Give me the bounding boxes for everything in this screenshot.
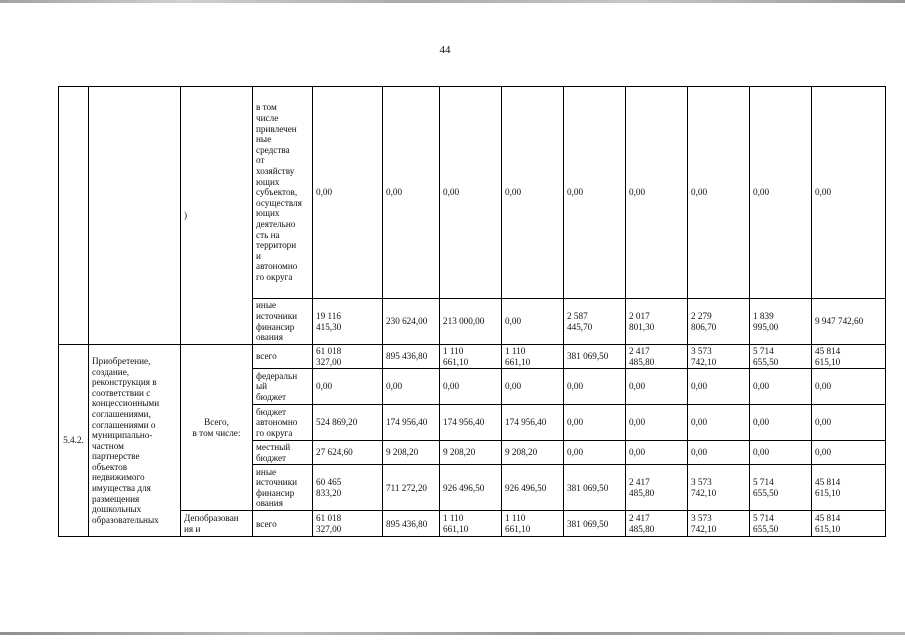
responsible-label-line: Депобразован	[184, 513, 239, 524]
table-row	[59, 87, 886, 299]
value-cell-line: 895 436,80	[386, 518, 428, 529]
value-cell-line: 3 573	[691, 513, 712, 524]
value-cell-line: 485,80	[629, 356, 655, 367]
value-cell-line: 60 465	[316, 477, 342, 488]
section-title-line: соответствии с	[92, 387, 151, 398]
value-cell: 0,00	[688, 87, 750, 299]
value-cell-line: 5 714	[753, 513, 774, 524]
value-cell: 0,00	[812, 87, 886, 299]
value-cell	[313, 299, 383, 345]
value-cell	[313, 345, 383, 369]
value-cell-line: 0,00	[443, 381, 460, 392]
value-cell-line: 0,00	[691, 417, 708, 428]
value-cell-line: 0,00	[386, 381, 403, 392]
value-cell-line: 174 956,40	[386, 417, 428, 428]
value-cell	[313, 405, 383, 441]
source-label-line: сть на	[256, 229, 280, 240]
value-cell	[812, 441, 886, 465]
value-cell-line: 926 496,50	[443, 482, 485, 493]
value-cell	[688, 465, 750, 511]
value-cell-line: 327,00	[316, 356, 342, 367]
value-cell-line: 445,70	[567, 321, 593, 332]
value-cell: 0,00	[564, 87, 626, 299]
value-cell-line: 0,00	[629, 447, 646, 458]
value-cell	[750, 511, 812, 537]
cell-num-empty	[59, 87, 89, 345]
source-label-line: деятельно	[256, 218, 296, 229]
value-cell-line: 0,00	[815, 417, 832, 428]
value-cell	[383, 369, 440, 405]
section-title-line: соглашениями о	[92, 419, 156, 430]
value-cell-line: 3 573	[691, 346, 712, 356]
value-cell-line: 485,80	[629, 487, 655, 498]
value-cell-line: 1 110	[505, 346, 526, 356]
value-cell-line: 61 018	[316, 513, 342, 524]
value-cell-line: 27 624,60	[316, 447, 353, 458]
source-label-line: ования	[256, 332, 283, 343]
value-cell-line: 1 110	[443, 513, 464, 524]
source-label-line: бюджет	[256, 406, 287, 417]
value-cell-line: 615,10	[815, 523, 841, 534]
section-title-line: размещения	[92, 493, 140, 504]
value-cell: 0,00	[383, 87, 440, 299]
value-cell-line: 9 208,20	[443, 447, 476, 458]
value-cell: 0,00	[750, 87, 812, 299]
value-cell	[626, 405, 688, 441]
value-cell-line: 0,00	[753, 447, 770, 458]
section-title-line: соглашениями,	[92, 408, 151, 419]
section-title-line: партнерстве	[92, 451, 140, 462]
value-cell-line: 895 436,80	[386, 351, 428, 362]
source-label-line: ющих	[256, 208, 280, 219]
value-cell	[383, 345, 440, 369]
source-label-line: ные	[256, 134, 272, 145]
value-cell	[383, 299, 440, 345]
value-cell-line: 381 069,50	[567, 351, 609, 362]
value-cell	[440, 405, 502, 441]
value-cell-line: 19 116	[316, 310, 341, 321]
value-cell-line: 0,00	[753, 417, 770, 428]
value-cell	[502, 299, 564, 345]
value-cell: 0,00	[626, 87, 688, 299]
value-cell-line: 655,50	[753, 356, 779, 367]
source-label-line: бюджет	[256, 391, 287, 402]
value-cell-line: 0,00	[505, 316, 522, 327]
value-cell	[564, 511, 626, 537]
value-cell-line: 615,10	[815, 356, 841, 367]
value-cell-line: 1 110	[443, 346, 464, 356]
value-cell-line: 415,30	[316, 321, 342, 332]
value-cell	[812, 345, 886, 369]
value-cell	[564, 441, 626, 465]
value-cell	[440, 299, 502, 345]
value-cell-line: 1 110	[505, 513, 526, 524]
value-cell-line: 381 069,50	[567, 518, 609, 529]
value-cell-line: 2 587	[567, 310, 588, 321]
value-cell	[688, 299, 750, 345]
value-cell	[626, 511, 688, 537]
cell-fragment	[181, 87, 253, 345]
table-row	[59, 511, 886, 537]
value-cell	[313, 369, 383, 405]
value-cell-line: 0,00	[567, 381, 584, 392]
responsible-label	[181, 511, 253, 537]
value-cell-line: 711 272,20	[386, 482, 428, 493]
value-cell	[502, 465, 564, 511]
source-label-line: осуществля	[256, 197, 302, 208]
value-cell	[626, 465, 688, 511]
value-cell-line: 0,00	[629, 417, 646, 428]
source-label	[253, 405, 313, 441]
budget-table	[58, 86, 886, 537]
value-cell	[440, 369, 502, 405]
value-cell-line: 524 869,20	[316, 417, 358, 428]
value-cell	[440, 465, 502, 511]
source-label-line: всего	[256, 518, 277, 529]
value-cell-line: 2 279	[691, 310, 712, 321]
value-cell	[564, 299, 626, 345]
value-cell-line: 0,00	[815, 381, 832, 392]
value-cell	[750, 441, 812, 465]
value-cell	[688, 441, 750, 465]
value-cell	[502, 369, 564, 405]
value-cell	[626, 369, 688, 405]
value-cell-line: 615,10	[815, 487, 841, 498]
source-label-line: финансир	[256, 321, 295, 332]
value-cell: 0,00	[502, 87, 564, 299]
value-cell	[626, 345, 688, 369]
value-cell-line: 3 573	[691, 477, 712, 488]
source-label-line: субъектов,	[256, 187, 298, 198]
value-cell	[564, 345, 626, 369]
value-cell-line: 1 839	[753, 310, 774, 321]
table-row	[59, 345, 886, 369]
source-label-line: числе	[256, 113, 279, 124]
page-number: 44	[439, 44, 451, 56]
value-cell	[750, 405, 812, 441]
value-cell-line: 5 714	[753, 346, 774, 356]
value-cell-line: 0,00	[567, 417, 584, 428]
value-cell	[812, 369, 886, 405]
section-number-text: 5.4.2.	[63, 435, 84, 446]
section-title-line: образовательных	[92, 514, 159, 525]
value-cell	[688, 369, 750, 405]
value-cell	[564, 369, 626, 405]
value-cell-line: 2 417	[629, 513, 650, 524]
source-label-line: ования	[256, 498, 283, 509]
source-label-line: иные	[256, 300, 277, 311]
value-cell	[688, 511, 750, 537]
source-label-line: местный	[256, 442, 291, 453]
value-cell	[750, 465, 812, 511]
fragment-text: )	[184, 210, 188, 221]
value-cell-line: 0,00	[691, 381, 708, 392]
value-cell-line: 926 496,50	[505, 482, 547, 493]
source-label	[253, 441, 313, 465]
section-title-line: частном	[92, 440, 124, 451]
source-label-line: го округа	[256, 427, 293, 438]
source-label	[253, 511, 313, 537]
value-cell-line: 45 814	[815, 477, 841, 488]
value-cell	[688, 405, 750, 441]
value-cell-line: 45 814	[815, 346, 841, 356]
source-label-line: ющих	[256, 176, 280, 187]
source-label-line: го округа	[256, 271, 293, 282]
source-label-line: источники	[256, 310, 298, 321]
value-cell-line: 0,00	[753, 381, 770, 392]
section-title-line: дошкольных	[92, 504, 142, 515]
section-title-line: муниципально-	[92, 430, 153, 441]
value-cell-line: 45 814	[815, 513, 841, 524]
source-label-line: иные	[256, 466, 277, 477]
value-cell-line: 0,00	[691, 447, 708, 458]
value-cell-line: 806,70	[691, 321, 717, 332]
value-cell	[750, 369, 812, 405]
source-label-line: привлечен	[256, 123, 297, 134]
source-label	[253, 299, 313, 345]
value-cell-line: 0,00	[815, 447, 832, 458]
value-cell-line: 833,20	[316, 487, 342, 498]
value-cell	[564, 405, 626, 441]
value-cell	[626, 441, 688, 465]
value-cell-line: 0,00	[629, 381, 646, 392]
source-label-line: и	[256, 250, 261, 261]
value-cell-line: 381 069,50	[567, 482, 609, 493]
value-cell	[502, 511, 564, 537]
value-cell	[626, 299, 688, 345]
source-label-line: территори	[256, 240, 297, 251]
source-label-line: финансир	[256, 487, 295, 498]
source-label-line: в том	[256, 102, 277, 113]
value-cell-line: 742,10	[691, 523, 717, 534]
value-cell-line: 9 208,20	[505, 447, 538, 458]
value-cell-line: 661,10	[505, 523, 531, 534]
scan-edge-top	[0, 0, 905, 3]
source-label-line: средства	[256, 144, 290, 155]
value-cell-line: 661,10	[505, 356, 531, 367]
value-cell	[440, 345, 502, 369]
value-cell-line: 485,80	[629, 523, 655, 534]
value-cell-line: 742,10	[691, 356, 717, 367]
value-cell	[440, 511, 502, 537]
value-cell-line: 213 000,00	[443, 316, 485, 327]
value-cell	[688, 345, 750, 369]
value-cell-line: 2 017	[629, 310, 650, 321]
responsible-label-line: ия и	[184, 523, 201, 534]
value-cell-line: 661,10	[443, 523, 469, 534]
section-title-line: создание,	[92, 366, 130, 377]
value-cell-line: 0,00	[567, 447, 584, 458]
value-cell-line: 2 417	[629, 346, 650, 356]
value-cell	[812, 405, 886, 441]
source-label-line: федеральн	[256, 370, 298, 381]
value-cell	[502, 441, 564, 465]
value-cell-line: 742,10	[691, 487, 717, 498]
value-cell-line: 0,00	[316, 381, 333, 392]
value-cell-line: 801,30	[629, 321, 655, 332]
value-cell	[750, 345, 812, 369]
cell-title-empty	[89, 87, 181, 345]
value-cell-line: 230 624,00	[386, 316, 428, 327]
value-cell-line: 61 018	[316, 346, 342, 356]
section-number	[59, 345, 89, 537]
source-label-line: автономно	[256, 261, 298, 272]
value-cell-line: 174 956,40	[505, 417, 547, 428]
value-cell-line: 9 208,20	[386, 447, 419, 458]
value-cell	[383, 511, 440, 537]
source-label	[253, 87, 313, 299]
value-cell-line: 655,50	[753, 523, 779, 534]
source-label-line: от	[256, 155, 265, 166]
source-label-line: бюджет	[256, 452, 287, 463]
section-title-line: реконструкция в	[92, 377, 157, 388]
value-cell-line: 9 947 742,60	[815, 316, 864, 327]
value-cell: 0,00	[313, 87, 383, 299]
value-cell	[313, 441, 383, 465]
value-cell-line: 655,50	[753, 487, 779, 498]
source-label-line: ый	[256, 381, 268, 392]
value-cell	[383, 465, 440, 511]
value-cell-line: 0,00	[505, 381, 522, 392]
total-label-line: в том числе:	[192, 427, 241, 438]
value-cell	[502, 345, 564, 369]
value-cell-line: 174 956,40	[443, 417, 485, 428]
value-cell	[313, 465, 383, 511]
value-cell	[440, 441, 502, 465]
source-label-line: всего	[256, 351, 277, 362]
section-title-line: недвижимого	[92, 472, 145, 483]
section-title	[89, 345, 181, 537]
value-cell-line: 327,00	[316, 523, 342, 534]
value-cell	[313, 511, 383, 537]
value-cell-line: 995,00	[753, 321, 779, 332]
value-cell-line: 661,10	[443, 356, 469, 367]
source-label-line: источники	[256, 477, 298, 488]
value-cell-line: 2 417	[629, 477, 650, 488]
value-cell	[812, 511, 886, 537]
total-label	[181, 345, 253, 511]
value-cell-line: 5 714	[753, 477, 774, 488]
section-title-line: имущества для	[92, 483, 151, 494]
value-cell: 0,00	[440, 87, 502, 299]
total-label-line: Всего,	[204, 417, 229, 428]
value-cell	[564, 465, 626, 511]
source-label-line: хозяйству	[256, 166, 295, 177]
source-label-line: автономно	[256, 417, 298, 428]
section-title-line: концессионными	[92, 398, 160, 409]
scan-edge-bottom	[0, 632, 905, 635]
source-label	[253, 345, 313, 369]
value-cell	[812, 465, 886, 511]
value-cell	[812, 299, 886, 345]
value-cell	[502, 405, 564, 441]
value-cell	[750, 299, 812, 345]
source-label	[253, 465, 313, 511]
value-cell	[383, 405, 440, 441]
value-cell	[383, 441, 440, 465]
section-title-line: Приобретение,	[92, 355, 151, 366]
section-title-line: объектов	[92, 461, 128, 472]
source-label	[253, 369, 313, 405]
